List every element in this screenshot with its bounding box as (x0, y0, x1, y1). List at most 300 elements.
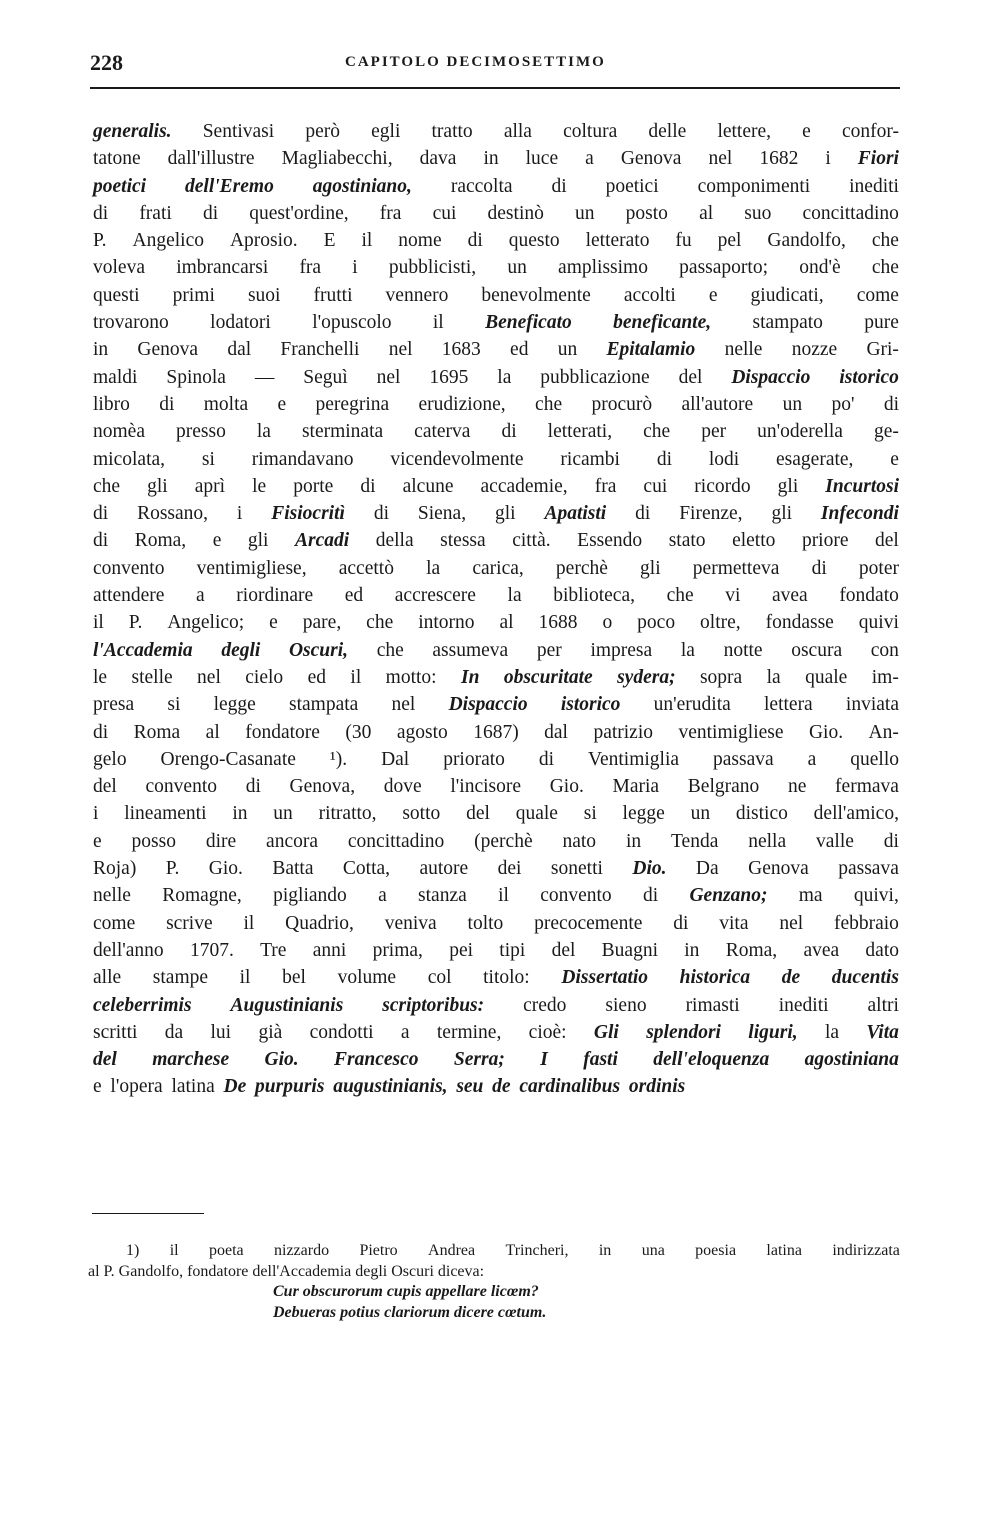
word: Trincheri, (505, 1242, 569, 1259)
text-line (93, 800, 899, 827)
word: si (201, 448, 215, 470)
word: lettera (764, 694, 813, 716)
word: fra (379, 202, 402, 224)
word: stanza (418, 885, 467, 907)
italic-word: ordinis (628, 1076, 686, 1098)
word: Angelico (132, 230, 204, 252)
word: gli (640, 557, 661, 579)
word: nomèa (93, 421, 145, 443)
word: e (93, 1076, 102, 1098)
word: quale (515, 803, 558, 825)
word: il (169, 1242, 179, 1259)
word: veniva (384, 912, 437, 934)
word: al (699, 202, 714, 224)
word: di (538, 748, 555, 770)
word: convento (93, 557, 165, 579)
word: precocemente (534, 912, 643, 934)
word: alle (93, 967, 122, 989)
footnote-line (88, 1241, 900, 1262)
word: sopra (699, 666, 743, 688)
word: i (236, 503, 243, 525)
word: dell'amico, (813, 803, 899, 825)
word: voleva (93, 257, 145, 279)
word: la (680, 639, 695, 661)
word: di (883, 393, 899, 415)
word: molta (203, 393, 249, 415)
word: i (352, 257, 358, 279)
word: nel (197, 666, 221, 688)
word: gli (771, 503, 793, 525)
word: di (360, 475, 376, 497)
word: ancora (266, 830, 319, 852)
word: Roma, (134, 530, 187, 552)
word: il (93, 612, 104, 634)
word: poetici (605, 175, 659, 197)
word: Dal (381, 748, 410, 770)
word: ricambi (560, 448, 620, 470)
word: destinò (487, 202, 544, 224)
word: primi (172, 284, 215, 306)
italic-word: agostiniana (804, 1049, 899, 1071)
word: in (684, 939, 700, 961)
word: a (585, 148, 594, 170)
word: legge (213, 694, 256, 716)
text-line (93, 555, 899, 582)
italic-word: historica (679, 967, 751, 989)
word: Pietro (359, 1242, 398, 1259)
word: lodatori (210, 312, 271, 334)
word: che (871, 230, 899, 252)
word: un (575, 202, 595, 224)
header-rule (90, 87, 900, 89)
italic-word: generalis. (93, 121, 172, 142)
word: condotti (309, 1021, 374, 1043)
word: dei (497, 858, 522, 880)
italic-word: de (492, 1076, 511, 1098)
italic-word: Gli (593, 1021, 619, 1043)
word: ed (307, 666, 326, 688)
word: valle (816, 830, 854, 852)
italic-word: dell'Eremo (185, 175, 274, 197)
word: procurò (591, 393, 653, 415)
word: un (273, 803, 293, 825)
word: di (202, 202, 219, 224)
word: caterva (414, 421, 471, 443)
word: credo (523, 994, 567, 1016)
text-line (93, 773, 899, 800)
word: ¹). (329, 748, 348, 770)
word: P. (93, 230, 107, 252)
italic-word: Genzano; (689, 885, 768, 907)
text-line (93, 582, 899, 609)
word: al (499, 612, 514, 634)
word: accolti (623, 284, 676, 306)
italic-word: Fiori (857, 148, 899, 170)
italic-word: Oscuri, (288, 639, 349, 661)
footnote-quote-line: Cur obscurorum cupis appellare licœm? (273, 1283, 539, 1300)
italic-word: Fisiocritì (271, 503, 345, 525)
word: P. (165, 858, 180, 880)
word: altri (867, 994, 899, 1016)
word: carica, (472, 557, 524, 579)
word: delle (648, 121, 687, 142)
word: di (245, 776, 261, 798)
word: 1683 (441, 339, 481, 361)
text-line (93, 1073, 899, 1100)
word: Gandolfo, (767, 230, 846, 252)
word: ed (344, 585, 364, 607)
word: micolata, (93, 448, 166, 470)
word: 1) (126, 1242, 140, 1259)
word: l'opera (110, 1076, 163, 1098)
word: nelle (724, 339, 763, 361)
word: dire (205, 830, 237, 852)
word: una (641, 1242, 665, 1259)
word: che (643, 421, 671, 443)
word: notte (723, 639, 763, 661)
word: e (708, 284, 718, 306)
word: 1707. (189, 939, 234, 961)
italic-word: sydera; (617, 666, 676, 688)
word: ventimigliese, (196, 557, 307, 579)
word: e (802, 121, 811, 142)
word: Belgrano (687, 776, 760, 798)
word: dove (383, 776, 422, 798)
italic-word: celeberrimis (93, 994, 192, 1016)
word: e (890, 448, 899, 470)
word: che (666, 585, 694, 607)
text-line (93, 418, 899, 445)
word: Romagne, (162, 885, 242, 907)
word: prima, (372, 939, 423, 961)
word: città. (512, 530, 551, 552)
word: vennero (385, 284, 449, 306)
word: imbrancarsi (176, 257, 269, 279)
word: vi (725, 585, 741, 607)
word: letterati, (547, 421, 613, 443)
word: ge- (873, 421, 899, 443)
italic-word: Dispaccio (448, 694, 528, 716)
word: quale (805, 666, 848, 688)
italic-word: cardinalibus (519, 1076, 621, 1098)
word: dal (544, 721, 568, 743)
text-line (93, 446, 899, 473)
word: col (427, 967, 452, 989)
word: il (239, 967, 251, 989)
text-line (93, 254, 899, 281)
italic-word: scriptoribus: (382, 994, 485, 1016)
word: egli (371, 121, 401, 142)
italic-word: Dio. (632, 858, 667, 880)
word: pubblicisti, (388, 257, 477, 279)
word: cielo (245, 666, 284, 688)
word: del (93, 776, 117, 798)
word: di (159, 393, 175, 415)
word: e (212, 530, 222, 552)
italic-word: Vita (866, 1021, 899, 1043)
italic-word: poetici (93, 175, 147, 197)
italic-word: degli (221, 639, 261, 661)
word: Magliabecchi, (281, 148, 393, 170)
italic-word: ducentis (831, 967, 899, 989)
word: dal (227, 339, 252, 361)
word: che (93, 475, 121, 497)
word: di (635, 503, 651, 525)
word: di (811, 557, 827, 579)
word: l'opuscolo (312, 312, 392, 334)
word: Tenda (670, 830, 719, 852)
text-line (93, 992, 899, 1019)
word: confor- (841, 121, 899, 142)
word: o (602, 612, 613, 634)
word: Gri- (866, 339, 899, 361)
word: Cotta, (342, 858, 391, 880)
word: i (93, 803, 99, 825)
word: alla (503, 121, 532, 142)
word: che (376, 639, 404, 661)
word: Gio. (549, 776, 584, 798)
word: esagerate, (776, 448, 854, 470)
italic-word: Epitalamio (606, 339, 696, 361)
word: pigliando (273, 885, 347, 907)
word: nome (398, 230, 442, 252)
word: quivi (858, 612, 899, 634)
word: stessa (440, 530, 486, 552)
word: scritti (93, 1021, 138, 1043)
word: tratto (431, 121, 473, 142)
word: pare, (302, 612, 342, 634)
italic-word: De (223, 1076, 247, 1098)
word: però (305, 121, 340, 142)
italic-word: augustinianis, (333, 1076, 448, 1098)
body-text (93, 118, 899, 1101)
word: di (373, 503, 389, 525)
word: ond'è (799, 257, 841, 279)
word: Tre (260, 939, 287, 961)
text-line (93, 719, 899, 746)
italic-word: l'Accademia (93, 639, 193, 661)
word: lettere, (717, 121, 772, 142)
word: al (205, 721, 220, 743)
text-line (93, 664, 899, 691)
word: lodi (708, 448, 740, 470)
word: suo (744, 202, 772, 224)
word: oscura (791, 639, 843, 661)
word: amplissimo (558, 257, 648, 279)
word: Da (695, 858, 719, 880)
word: Orengo-Casanate (160, 748, 296, 770)
text-line (93, 391, 899, 418)
word: la (507, 585, 522, 607)
text-line (93, 882, 899, 909)
word: quest'ordine, (249, 202, 349, 224)
word: di (673, 912, 689, 934)
word: Ventimiglia (588, 748, 680, 770)
text-line (93, 691, 899, 718)
word: 1695 (429, 366, 469, 388)
word: con (870, 639, 899, 661)
word: di (467, 230, 483, 252)
word: di (642, 885, 659, 907)
word: dato (865, 939, 899, 961)
word: fra (594, 475, 617, 497)
word: dell'anno (93, 939, 164, 961)
word: nella (748, 830, 787, 852)
word: stampata (289, 694, 359, 716)
word: — (254, 366, 275, 388)
text-line (93, 173, 899, 200)
word: erudizione, (418, 393, 506, 415)
word: in (232, 803, 248, 825)
word: (30 (345, 721, 372, 743)
word: benevolmente (481, 284, 591, 306)
word: porte (293, 475, 334, 497)
word: ventimigliese (678, 721, 784, 743)
word: l'incisore (450, 776, 522, 798)
word: Siena, (417, 503, 467, 525)
word: si (167, 694, 181, 716)
word: oltre, (700, 612, 741, 634)
word: cui (643, 475, 668, 497)
word: termine, (436, 1021, 502, 1043)
word: gelo (93, 748, 127, 770)
word: sterminata (301, 421, 384, 443)
word: gli (247, 530, 269, 552)
word: e (93, 830, 102, 852)
word: frati (139, 202, 172, 224)
word: Genova (137, 339, 199, 361)
text-line (93, 309, 899, 336)
word: attendere (93, 585, 165, 607)
word: i (825, 148, 831, 170)
word: nel (391, 694, 416, 716)
italic-word: agostiniano, (312, 175, 412, 197)
word: Gio. (208, 858, 243, 880)
word: concittadino (347, 830, 445, 852)
word: febbraio (833, 912, 899, 934)
text-line (93, 118, 899, 145)
italic-word: Beneficato (485, 312, 572, 334)
text-line (93, 609, 899, 636)
word: po' (831, 393, 855, 415)
word: vita (719, 912, 749, 934)
italic-word: Francesco (334, 1049, 419, 1071)
word: passava (838, 858, 899, 880)
italic-word: Arcadi (295, 530, 350, 552)
word: del (466, 803, 490, 825)
word: di (93, 202, 109, 224)
word: maldi (93, 366, 138, 388)
word: lui (210, 1021, 232, 1043)
italic-word: Serra; (453, 1049, 505, 1071)
word: ritratto, (318, 803, 377, 825)
italic-word: dell'eloquenza (653, 1049, 770, 1071)
word: si (583, 803, 597, 825)
word: tipi (499, 939, 526, 961)
italic-word: Infecondi (820, 503, 899, 525)
word: P. (128, 612, 143, 634)
word: gli (777, 475, 799, 497)
word: indirizzata (832, 1242, 900, 1259)
word: pel (717, 230, 742, 252)
word: questo (508, 230, 560, 252)
word: il (350, 666, 362, 688)
word: dava (419, 148, 457, 170)
italic-word: fasti (583, 1049, 618, 1071)
word: frutti (313, 284, 353, 306)
word: coltura (563, 121, 618, 142)
word: legge (622, 803, 665, 825)
word: nizzardo (274, 1242, 330, 1259)
word: riordinare (236, 585, 314, 607)
word: Batta (272, 858, 314, 880)
word: distico (735, 803, 788, 825)
word: del (678, 366, 703, 388)
text-line (93, 364, 899, 391)
word: priorato (443, 748, 505, 770)
footnote-line: al P. Gandolfo, fondatore dell'Accademia degli Oscuri diceva: (88, 1262, 485, 1280)
word: motto: (385, 666, 437, 688)
word: fondasse (765, 612, 834, 634)
word: presso (176, 421, 226, 443)
word: poesia (695, 1242, 737, 1259)
text-line (93, 937, 899, 964)
italic-word: Incurtosi (825, 475, 899, 497)
word: un (557, 339, 578, 361)
word: tolto (467, 912, 504, 934)
word: le (93, 666, 108, 688)
word: nel (708, 148, 733, 170)
word: da (164, 1021, 184, 1043)
word: la (426, 557, 441, 579)
word: un'erudita (653, 694, 731, 716)
word: vicendevolmente (390, 448, 524, 470)
word: di (93, 721, 109, 743)
word: del (875, 530, 899, 552)
word: un (782, 393, 803, 415)
word: anni (312, 939, 347, 961)
word: pure (864, 312, 899, 334)
word: fra (299, 257, 322, 279)
italic-word: obscuritate (503, 666, 593, 688)
word: nel (376, 366, 401, 388)
word: perchè (555, 557, 608, 579)
italic-word: istorico (839, 366, 899, 388)
word: letterato (585, 230, 650, 252)
word: quello (850, 748, 899, 770)
text-line (93, 282, 899, 309)
word: Gio. (808, 721, 844, 743)
italic-word: beneficante, (613, 312, 712, 334)
word: poco (637, 612, 676, 634)
word: gli (494, 503, 516, 525)
footnote-quote-line: Debueras potius clariorum dicere cœtum. (273, 1303, 547, 1321)
footnotes (88, 1241, 900, 1323)
word: trovarono (93, 312, 169, 334)
word: Andrea (428, 1242, 476, 1259)
word: avea (772, 585, 808, 607)
word: concittadino (802, 202, 899, 224)
word: Genova, (289, 776, 356, 798)
word: Maria (612, 776, 660, 798)
text-line (93, 828, 899, 855)
word: in (625, 830, 642, 852)
word: priore (801, 530, 849, 552)
text-line (93, 1046, 899, 1073)
word: che (366, 612, 394, 634)
text-line (93, 855, 899, 882)
word: stampato (752, 312, 823, 334)
